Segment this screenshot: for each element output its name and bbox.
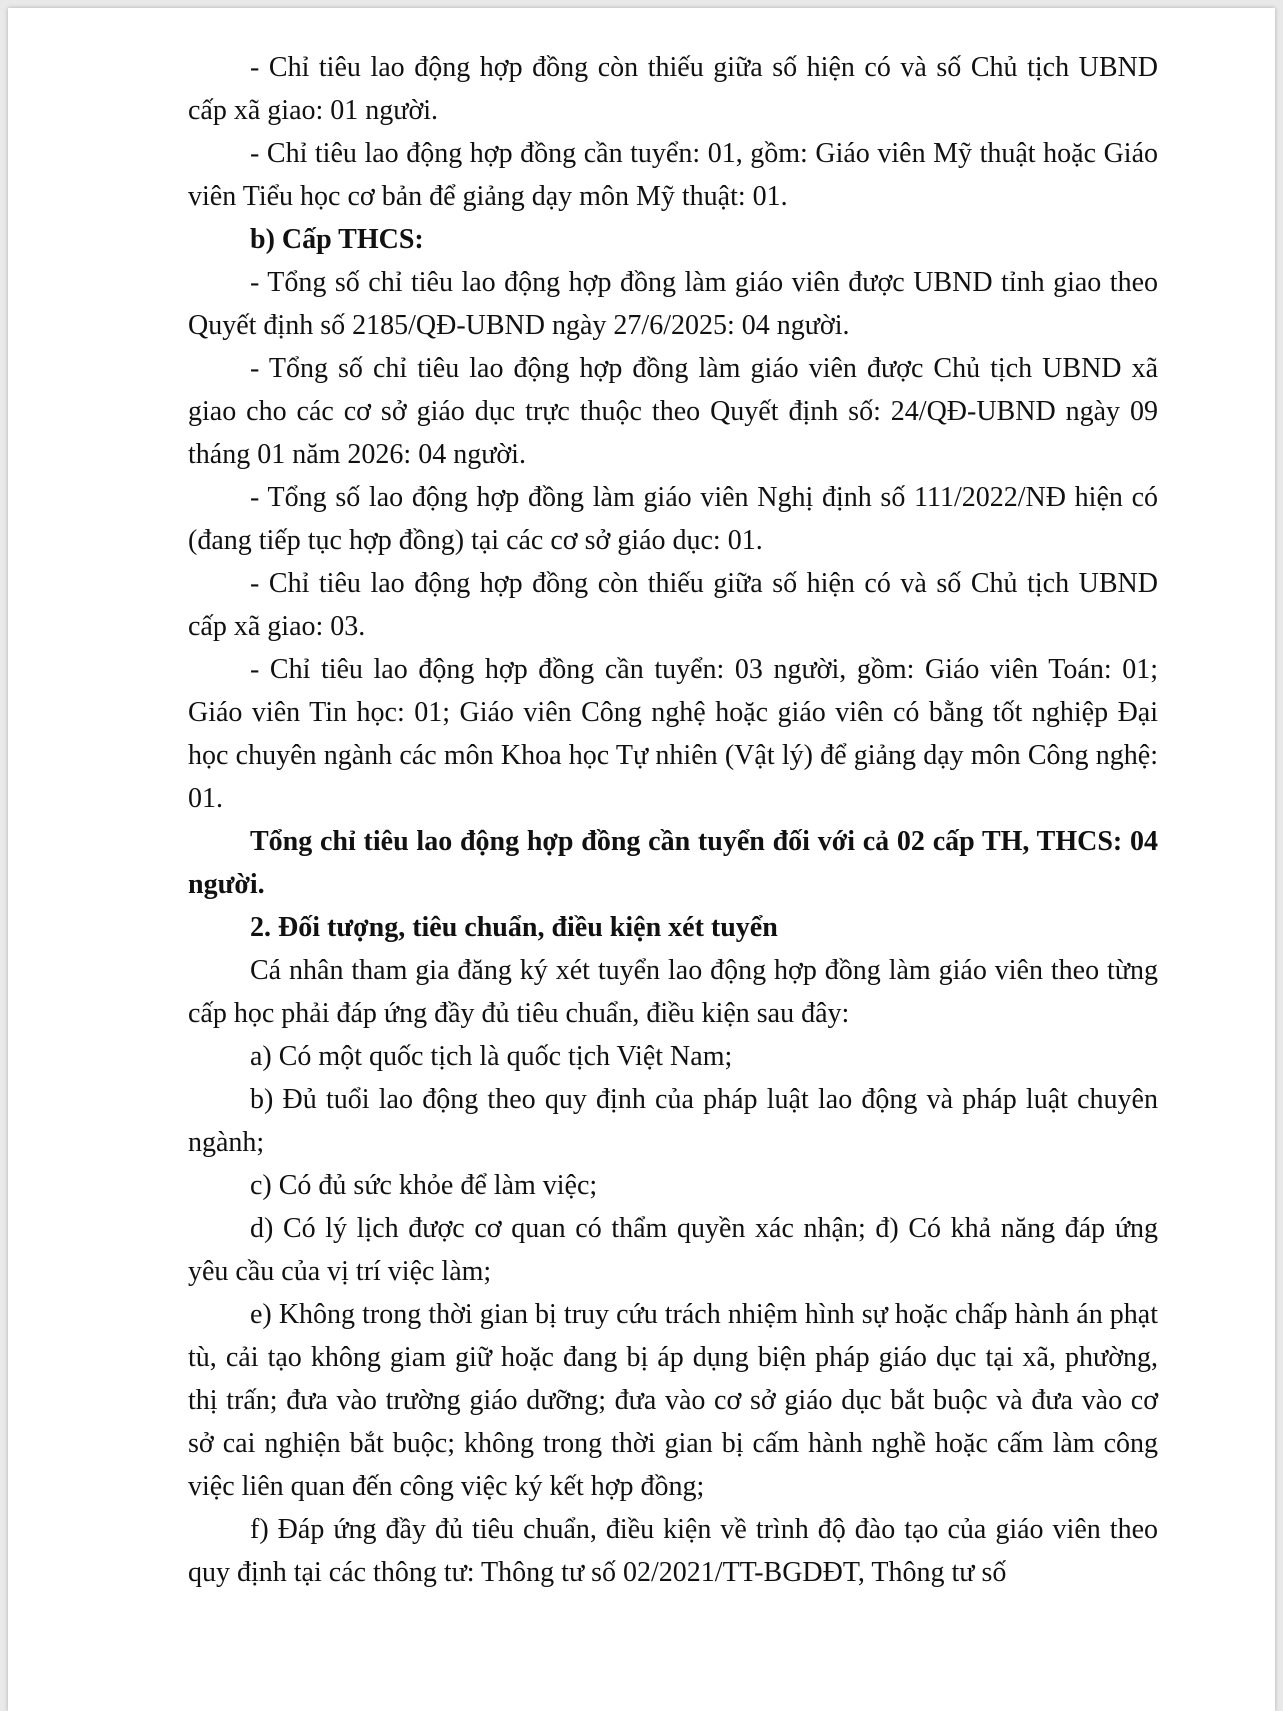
- paragraph-5: - Tổng số chỉ tiêu lao động hợp đồng làm giáo viên được Chủ tịch UBND xã giao cho các cơ sở giáo dục trực thuộc theo Quyết định số: 24/QĐ-UBND ngày 09 tháng 01 năm 2026: 04 người.: [188, 353, 1158, 470]
- section-heading-thcs: b) Cấp THCS:: [250, 224, 424, 255]
- paragraph-7: - Chỉ tiêu lao động hợp đồng còn thiếu giữa số hiện có và số Chủ tịch UBND cấp xã giao: 03.: [188, 568, 1158, 642]
- paragraph-2: - Chỉ tiêu lao động hợp đồng cần tuyển: 01, gồm: Giáo viên Mỹ thuật hoặc Giáo viên Tiểu học cơ bản để giảng dạy môn Mỹ thuật: 01.: [188, 138, 1158, 212]
- total-summary: Tổng chỉ tiêu lao động hợp đồng cần tuyển đối với cả 02 cấp TH, THCS: 04 người.: [188, 826, 1158, 900]
- document-body: [188, 46, 1158, 1594]
- paragraph-4: - Tổng số chỉ tiêu lao động hợp đồng làm giáo viên được UBND tỉnh giao theo Quyết định số 2185/QĐ-UBND ngày 27/6/2025: 04 người.: [188, 267, 1158, 341]
- paragraph-6: - Tổng số lao động hợp đồng làm giáo viên Nghị định số 111/2022/NĐ hiện có (đang tiếp tục hợp đồng) tại các cơ sở giáo dục: 01.: [188, 482, 1158, 556]
- criterion-b: b) Đủ tuổi lao động theo quy định của pháp luật lao động và pháp luật chuyên ngành;: [188, 1084, 1158, 1158]
- criterion-c: c) Có đủ sức khỏe để làm việc;: [250, 1170, 598, 1201]
- criterion-e: e) Không trong thời gian bị truy cứu trách nhiệm hình sự hoặc chấp hành án phạt tù, cải tạo không giam giữ hoặc đang bị áp dụng biện pháp giáo dục tại xã, phường, thị trấn; đưa vào trường giáo dưỡng; đưa vào cơ sở giáo dục bắt buộc và đưa vào cơ sở cai nghiện bắt buộc; không trong thời gian bị cấm hành nghề hoặc cấm làm công việc liên quan đến công việc ký kết hợp đồng;: [188, 1299, 1158, 1502]
- document-page: [8, 8, 1275, 1711]
- criterion-f: f) Đáp ứng đầy đủ tiêu chuẩn, điều kiện về trình độ đào tạo của giáo viên theo quy định tại các thông tư: Thông tư số 02/2021/TT-BGDĐT, Thông tư số: [188, 1514, 1158, 1588]
- criterion-a: a) Có một quốc tịch là quốc tịch Việt Nam;: [250, 1041, 733, 1072]
- criterion-d: d) Có lý lịch được cơ quan có thẩm quyền xác nhận; đ) Có khả năng đáp ứng yêu cầu của vị trí việc làm;: [188, 1213, 1158, 1287]
- paragraph-8: - Chỉ tiêu lao động hợp đồng cần tuyển: 03 người, gồm: Giáo viên Toán: 01; Giáo viên Tin học: 01; Giáo viên Công nghệ hoặc giáo viên có bằng tốt nghiệp Đại học chuyên ngành các môn Khoa học Tự nhiên (Vật lý) để giảng dạy môn Công nghệ: 01.: [188, 654, 1158, 814]
- section-heading-criteria: 2. Đối tượng, tiêu chuẩn, điều kiện xét tuyển: [250, 912, 778, 943]
- paragraph-11: Cá nhân tham gia đăng ký xét tuyển lao động hợp đồng làm giáo viên theo từng cấp học phải đáp ứng đầy đủ tiêu chuẩn, điều kiện sau đây:: [188, 955, 1158, 1029]
- paragraph-1: - Chỉ tiêu lao động hợp đồng còn thiếu giữa số hiện có và số Chủ tịch UBND cấp xã giao: 01 người.: [188, 52, 1158, 126]
